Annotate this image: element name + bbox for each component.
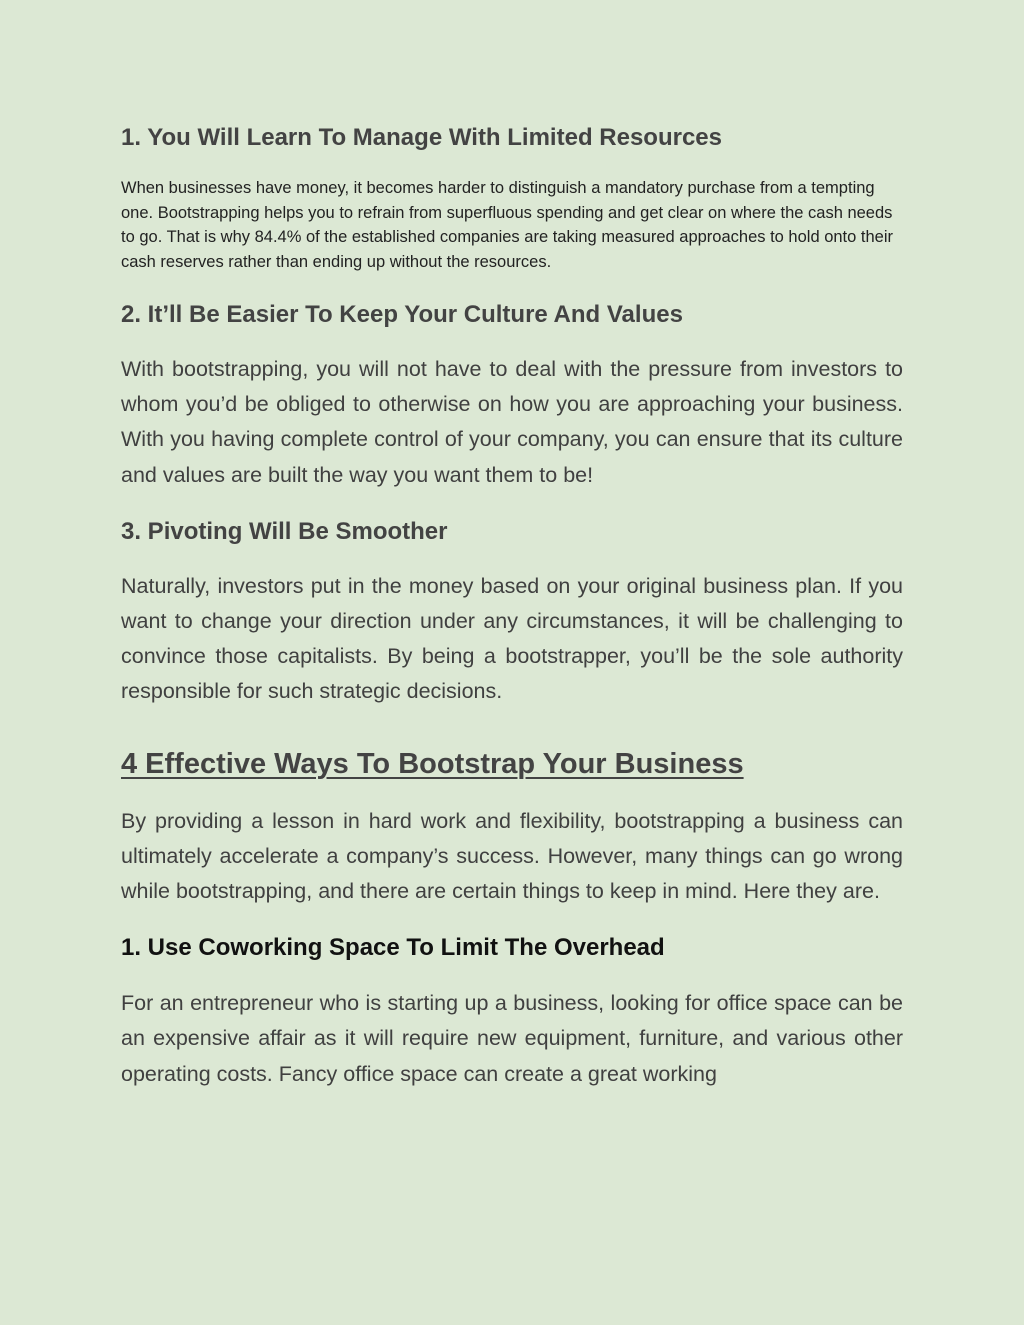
way-paragraph: For an entrepreneur who is starting up a business, looking for office space can be an expensive affair as it will require new equipment, furniture, and various other operating costs. Fancy office space can create a great working xyxy=(121,991,903,1086)
section-heading: 1. You Will Learn To Manage With Limited Resources xyxy=(121,124,722,151)
way-heading: 1. Use Coworking Space To Limit The Overhead xyxy=(121,934,665,962)
section-heading: 3. Pivoting Will Be Smoother xyxy=(121,517,448,545)
main-heading: 4 Effective Ways To Bootstrap Your Business xyxy=(121,747,744,780)
section-paragraph: When businesses have money, it becomes harder to distinguish a mandatory purchase from a tempting one. Bootstrapping helps you to refrain from superfluous spending and get clear on where the cash needs to go. That is why 84.4% of the established companies are taking measured approaches to hold onto their cash reserves rather than ending up without the resources. xyxy=(121,179,894,271)
section-paragraph: Naturally, investors put in the money based on your original business plan. If you want to change your direction under any circumstances, it will be challenging to convince those capitalists. By being a bootstrapper, you’ll be the sole authority responsible for such strategic decisions. xyxy=(121,573,903,704)
intro-paragraph: By providing a lesson in hard work and flexibility, bootstrapping a business can ultimately accelerate a company’s success. However, many things can go wrong while bootstrapping, and there are certain things to keep in mind. Here they are. xyxy=(121,808,903,904)
section-paragraph: With bootstrapping, you will not have to deal with the pressure from investors to whom you’d be obliged to otherwise on how you are approaching your business. With you having complete control of your company, you can ensure that its culture and values are built the way you want them to be! xyxy=(121,357,903,487)
section-heading: 2. It’ll Be Easier To Keep Your Culture And Values xyxy=(121,301,683,328)
document-page xyxy=(121,120,903,1092)
